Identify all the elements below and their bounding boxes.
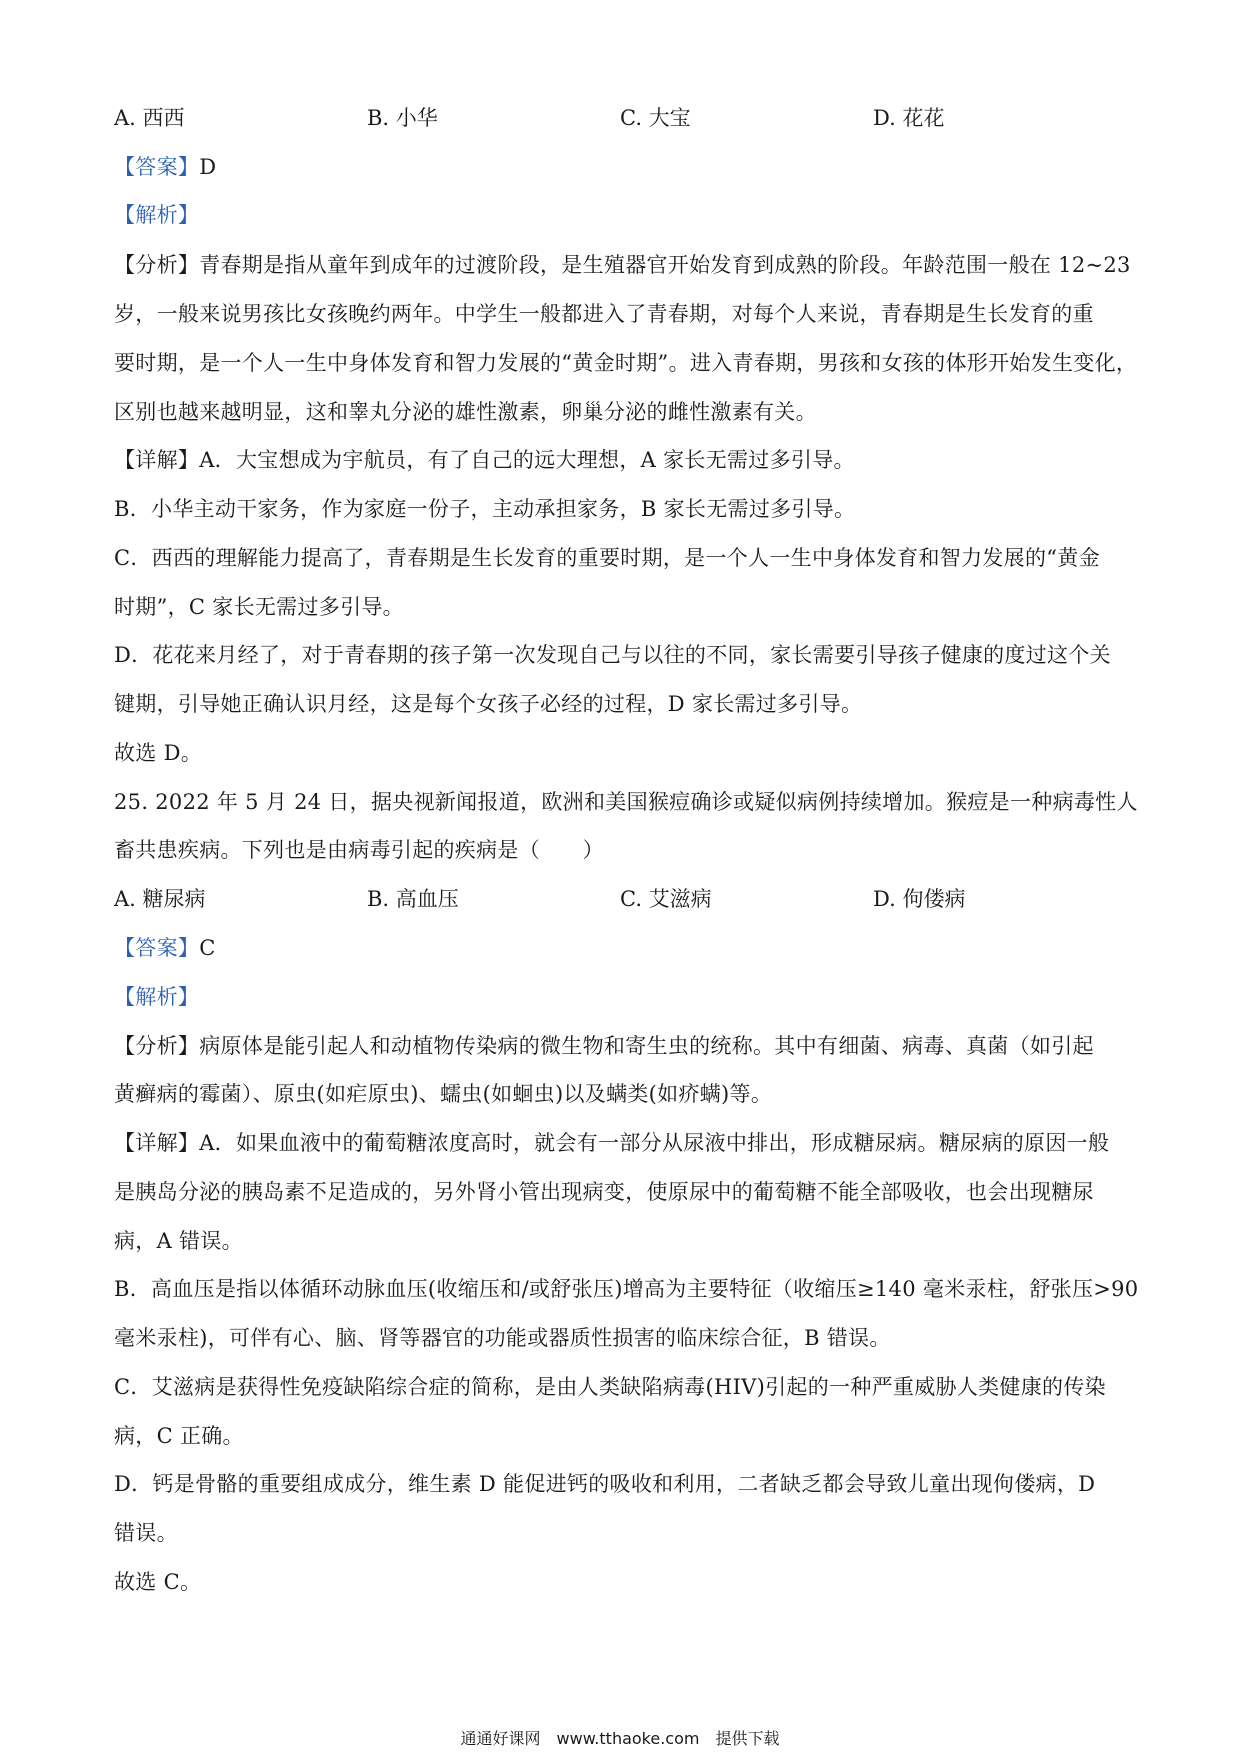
q25-line: C．艾滋病是获得性免疫缺陷综合症的简称，是由人类缺陷病毒(HIV)引起的一种严重威胁人类健康的传染 <box>114 1375 1106 1399</box>
q24-option-c: C. 大宝 <box>620 106 691 130</box>
q25-answer <box>114 933 1134 963</box>
q24-option-b: B. 小华 <box>367 106 438 130</box>
page-footer: 通通好课网 www.tthaoke.com 提供下载 <box>460 1729 780 1748</box>
answer-tag: 【答案】 <box>114 936 200 960</box>
q25-line: 病，A 错误。 <box>114 1229 243 1253</box>
q24-line: 区别也越来越明显，这和睾丸分泌的雄性激素，卵巢分泌的雌性激素有关。 <box>114 400 817 424</box>
q25-line: 是胰岛分泌的胰岛素不足造成的，另外肾小管出现病变，使原尿中的葡萄糖不能全部吸收，也会出现糖尿 <box>114 1180 1094 1204</box>
q25-line: B．高血压是指以体循环动脉血压(收缩压和/或舒张压)增高为主要特征（收缩压≥140 毫米汞柱，舒张压>90 <box>114 1277 1139 1301</box>
q25-line: 黄癣病的霉菌）、原虫(如疟原虫)、蠕虫(如蛔虫)以及螨类(如疥螨)等。 <box>114 1082 773 1106</box>
q24-line: D．花花来月经了，对于青春期的孩子第一次发现自己与以往的不同，家长需要引导孩子健康的度过这个关 <box>114 643 1111 667</box>
answer-value: C <box>199 936 216 960</box>
q24-line: C．西西的理解能力提高了，青春期是生长发育的重要时期，是一个人一生中身体发育和智力发展的“黄金 <box>114 546 1100 570</box>
q25-option-b: B. 高血压 <box>367 887 459 911</box>
q24-line: 故选 D。 <box>114 741 203 765</box>
q24-line: 键期，引导她正确认识月经，这是每个女孩子必经的过程，D 家长需过多引导。 <box>114 692 863 716</box>
answer-tag: 【答案】 <box>114 155 200 179</box>
q25-option-a: A. 糖尿病 <box>114 887 206 911</box>
q24-line: 【分析】青春期是指从童年到成年的过渡阶段，是生殖器官开始发育到成熟的阶段。年龄范围一般在 12~23 <box>114 253 1131 277</box>
answer-value: D <box>199 155 217 179</box>
q25-line: 错误。 <box>114 1521 178 1545</box>
q25-option-d: D. 佝偻病 <box>873 887 966 911</box>
q25-stem: 畜共患疾病。下列也是由病毒引起的疾病是（ ） <box>114 838 604 862</box>
q24-analysis-tag: 【解析】 <box>114 203 200 227</box>
q25-line: 病，C 正确。 <box>114 1424 244 1448</box>
q24-option-d: D. 花花 <box>873 106 945 130</box>
q25-line: 故选 C。 <box>114 1570 202 1594</box>
q25-analysis-tag: 【解析】 <box>114 985 200 1009</box>
q24-option-a: A. 西西 <box>114 106 185 130</box>
q25-line: 毫米汞柱)，可伴有心、脑、肾等器官的功能或器质性损害的临床综合征，B 错误。 <box>114 1326 891 1350</box>
q25-line: 【分析】病原体是能引起人和动植物传染病的微生物和寄生虫的统称。其中有细菌、病毒、真菌（如引起 <box>114 1034 1094 1058</box>
q24-line: 岁，一般来说男孩比女孩晚约两年。中学生一般都进入了青春期，对每个人来说，青春期是生长发育的重 <box>114 302 1094 326</box>
q25-option-c: C. 艾滋病 <box>620 887 712 911</box>
q25-stem: 25. 2022 年 5 月 24 日，据央视新闻报道，欧洲和美国猴痘确诊或疑似病例持续增加。猴痘是一种病毒性人 <box>114 790 1138 814</box>
q24-line: 【详解】A．大宝想成为宇航员，有了自己的远大理想，A 家长无需过多引导。 <box>114 448 855 472</box>
q25-line: 【详解】A．如果血液中的葡萄糖浓度高时，就会有一部分从尿液中排出，形成糖尿病。糖尿病的原因一般 <box>114 1131 1110 1155</box>
q24-line: 时期”，C 家长无需过多引导。 <box>114 595 404 619</box>
q24-line: 要时期，是一个人一生中身体发育和智力发展的“黄金时期”。进入青春期，男孩和女孩的体形开始发生变化， <box>114 351 1138 375</box>
q25-line: D．钙是骨骼的重要组成成分，维生素 D 能促进钙的吸收和利用，二者缺乏都会导致儿童出现佝偻病，D <box>114 1472 1096 1496</box>
q24-line: B．小华主动干家务，作为家庭一份子，主动承担家务，B 家长无需过多引导。 <box>114 497 856 521</box>
q24-answer <box>114 152 1134 182</box>
